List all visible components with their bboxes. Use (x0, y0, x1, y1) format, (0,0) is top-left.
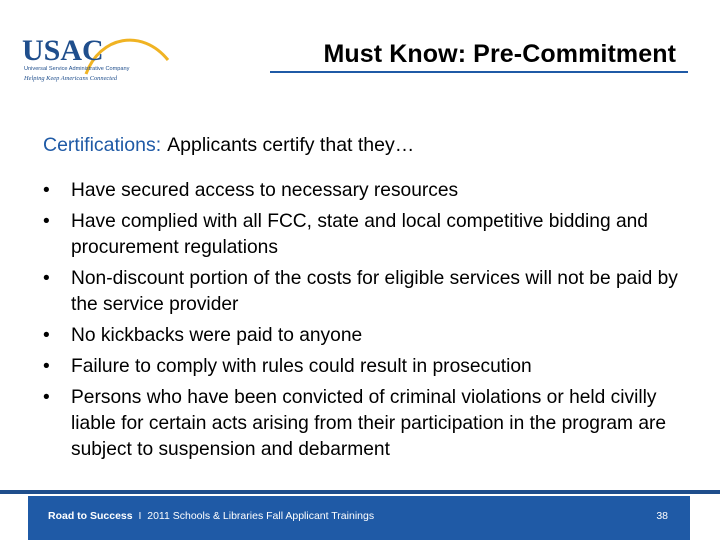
logo-tagline: Helping Keep Americans Connected (24, 75, 118, 82)
bullet-text: Failure to comply with rules could result in prosecution (71, 356, 532, 377)
logo-subtitle: Universal Service Administrative Company (24, 66, 130, 72)
footer-event: 2011 Schools & Libraries Fall Applicant Trainings (147, 510, 375, 522)
bullet-icon: • (43, 387, 50, 408)
list-item (43, 385, 703, 463)
footer-lead: Road to Success (48, 510, 133, 522)
list-item (43, 209, 703, 261)
bullet-text: Non-discount portion of the costs for eligible services will not be paid by the service provider (71, 268, 678, 315)
list-item (43, 266, 703, 318)
bullet-list (43, 178, 703, 468)
bullet-text: Have complied with all FCC, state and local competitive bidding and procurement regulations (71, 211, 648, 258)
footer-separator: I (138, 510, 142, 522)
list-item (43, 354, 703, 380)
bullet-icon: • (43, 268, 50, 289)
bullet-text: No kickbacks were paid to anyone (71, 325, 363, 346)
logo-wordmark: USAC (22, 34, 104, 67)
page-number: 38 (656, 510, 668, 522)
slide-title: Must Know: Pre-Commitment (323, 40, 676, 68)
footer-caption (48, 510, 374, 522)
list-item (43, 178, 703, 204)
bullet-text: Have secured access to necessary resources (71, 180, 459, 201)
bullet-icon: • (43, 211, 50, 232)
usac-logo (22, 30, 162, 88)
footer (0, 490, 720, 540)
footer-top-rule (0, 490, 720, 494)
title-underline (270, 71, 688, 73)
heading-text: Applicants certify that they… (167, 134, 415, 156)
bullet-text: Persons who have been convicted of criminal violations or held civilly liable for certain acts arising from their participation in the program are subject to suspension and debarment (71, 387, 667, 460)
list-item (43, 323, 703, 349)
bullet-icon: • (43, 356, 50, 377)
heading-label: Certifications: (43, 134, 162, 156)
footer-bar (28, 496, 690, 540)
bullet-icon: • (43, 325, 50, 346)
bullet-icon: • (43, 180, 50, 201)
section-heading (43, 134, 414, 157)
